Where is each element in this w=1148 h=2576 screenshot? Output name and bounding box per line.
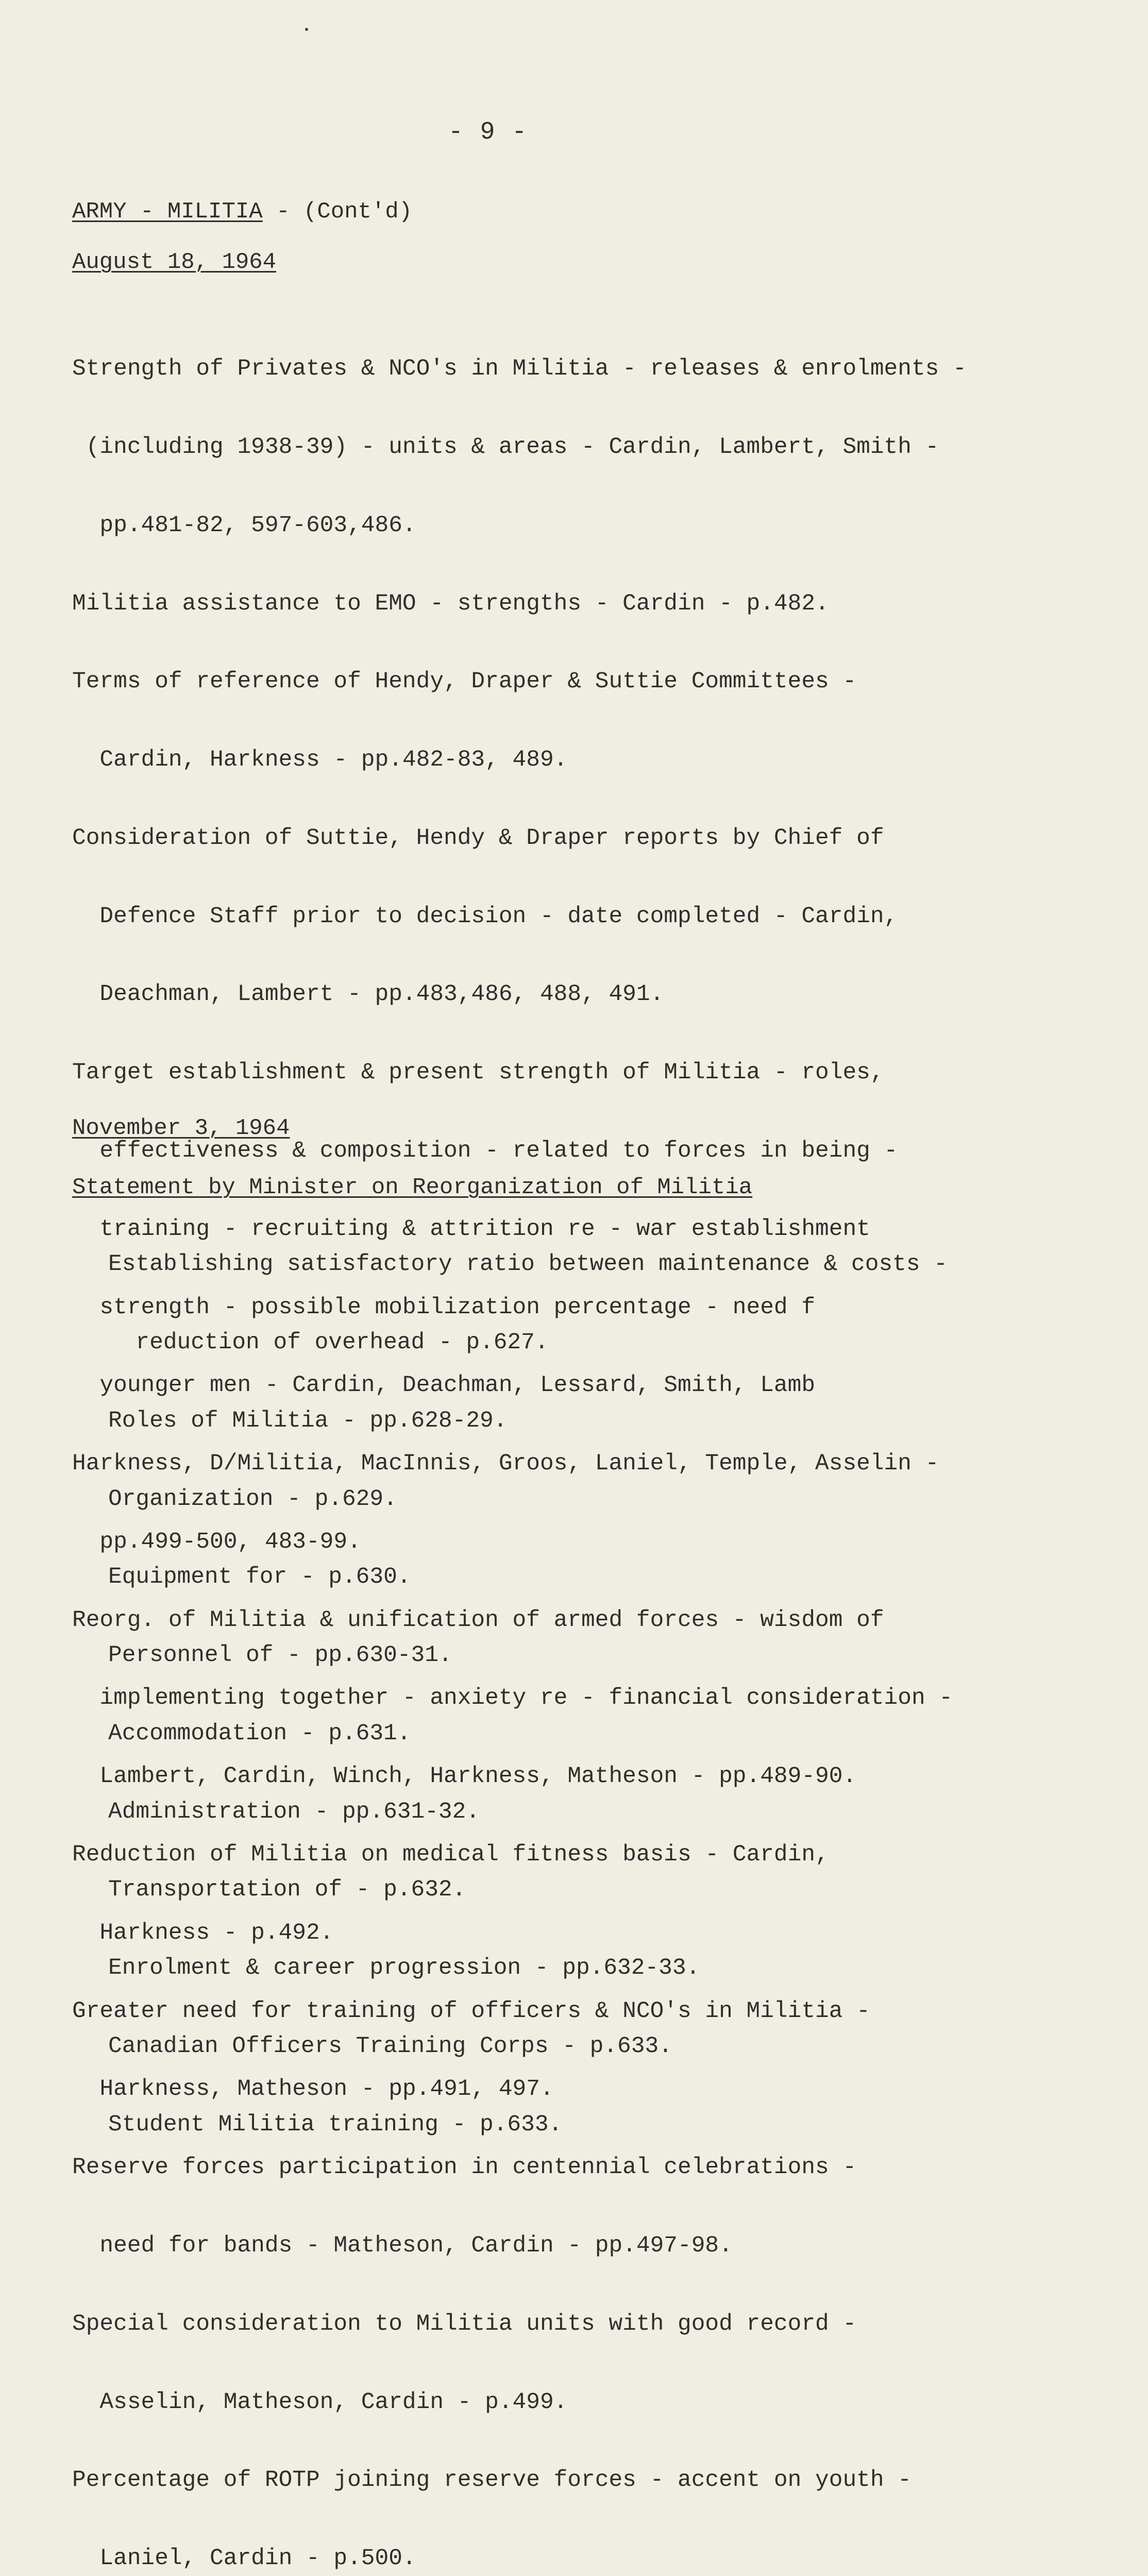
entry-line: younger men - Cardin, Deachman, Lessard, Smith, Lamb [72,1372,816,1399]
entry-line: Terms of reference of Hendy, Draper & Suttie Committees - [72,669,857,695]
entry-line: Organization - p.629. [108,1486,397,1512]
entry-line: need for bands - Matheson, Cardin - pp.497-98. [72,2232,733,2259]
entry-line: Administration - pp.631-32. [108,1799,480,1825]
entry-line: pp.481-82, 597-603,486. [72,512,416,538]
entry-line: Enrolment & career progression - pp.632-33. [108,1955,700,1981]
entry-line: training - recruiting & attrition re - war establishment [72,1216,870,1242]
entry-line: Special consideration to Militia units with good record - [72,2311,857,2337]
entry-line: Roles of Militia - pp.628-29. [108,1408,508,1434]
entry-line: Establishing satisfactory ratio between maintenance & costs - [108,1251,948,1278]
entry-line: implementing together - anxiety re - financial consideration - [72,1685,953,1711]
entry-line: Equipment for - p.630. [108,1564,411,1590]
date-heading-november: November 3, 1964 [72,1115,290,1141]
entry-line: pp.499-500, 483-99. [72,1529,361,1555]
entry-line: Harkness, Matheson - pp.491, 497. [72,2076,554,2103]
entry-line: Harkness - p.492. [72,1920,334,1946]
entry-line: Percentage of ROTP joining reserve forces - accent on youth - [72,2467,911,2494]
stray-mark [305,28,308,31]
entry-line: Consideration of Suttie, Hendy & Draper reports by Chief of [72,825,884,851]
section-title [72,199,412,225]
entry-line: reduction of overhead - p.627. [108,1329,549,1355]
entry-line: Deachman, Lambert - pp.483,486, 488, 491. [72,981,664,1008]
entry-line: Harkness, D/Militia, MacInnis, Groos, Laniel, Temple, Asselin - [72,1451,939,1477]
date-heading-august: August 18, 1964 [72,249,277,275]
entry-line: Target establishment & present strength of Militia - roles, [72,1060,884,1086]
entry-line: Strength of Privates & NCO's in Militia - releases & enrolments - [72,356,967,382]
entry-line: Cardin, Harkness - pp.482-83, 489. [72,747,568,773]
entry-line: (including 1938-39) - units & areas - Cardin, Lambert, Smith - [72,434,939,460]
index-entries-november [108,1199,1148,2190]
page-number: - 9 - [448,118,528,146]
entry-line: Personnel of - pp.630-31. [108,1642,452,1669]
entry-line: Laniel, Cardin - p.500. [72,2546,416,2572]
entry-line: Reorg. of Militia & unification of armed forces - wisdom of [72,1607,884,1633]
entry-line: Asselin, Matheson, Cardin - p.499. [72,2389,568,2415]
entry-line: strength - possible mobilization percentage - need f [72,1294,816,1320]
entry-line: Transportation of - p.632. [108,1877,466,1903]
entry-line: Reserve forces participation in centennial celebrations - [72,2155,857,2181]
entry-line: Defence Staff prior to decision - date completed - Cardin, [72,903,898,929]
entry-line: Reduction of Militia on medical fitness basis - Cardin, [72,1842,829,1868]
statement-title: Statement by Minister on Reorganization of Militia [72,1175,753,1200]
entry-line: Student Militia training - p.633. [108,2111,563,2138]
section-title-suffix: - (Cont'd) [262,199,413,225]
entry-line: Militia assistance to EMO - strengths - Cardin - p.482. [72,590,829,617]
entry-line: Lambert, Cardin, Winch, Harkness, Matheson - pp.489-90. [72,1764,857,1790]
entry-line: Greater need for training of officers & NCO's in Militia - [72,1998,870,2024]
entry-line: effectiveness & composition - related to forces in being - [72,1138,898,1164]
entry-line: Canadian Officers Training Corps - p.633. [108,2033,672,2059]
entry-line: Accommodation - p.631. [108,1720,411,1747]
section-title-main: ARMY - MILITIA [72,199,263,225]
